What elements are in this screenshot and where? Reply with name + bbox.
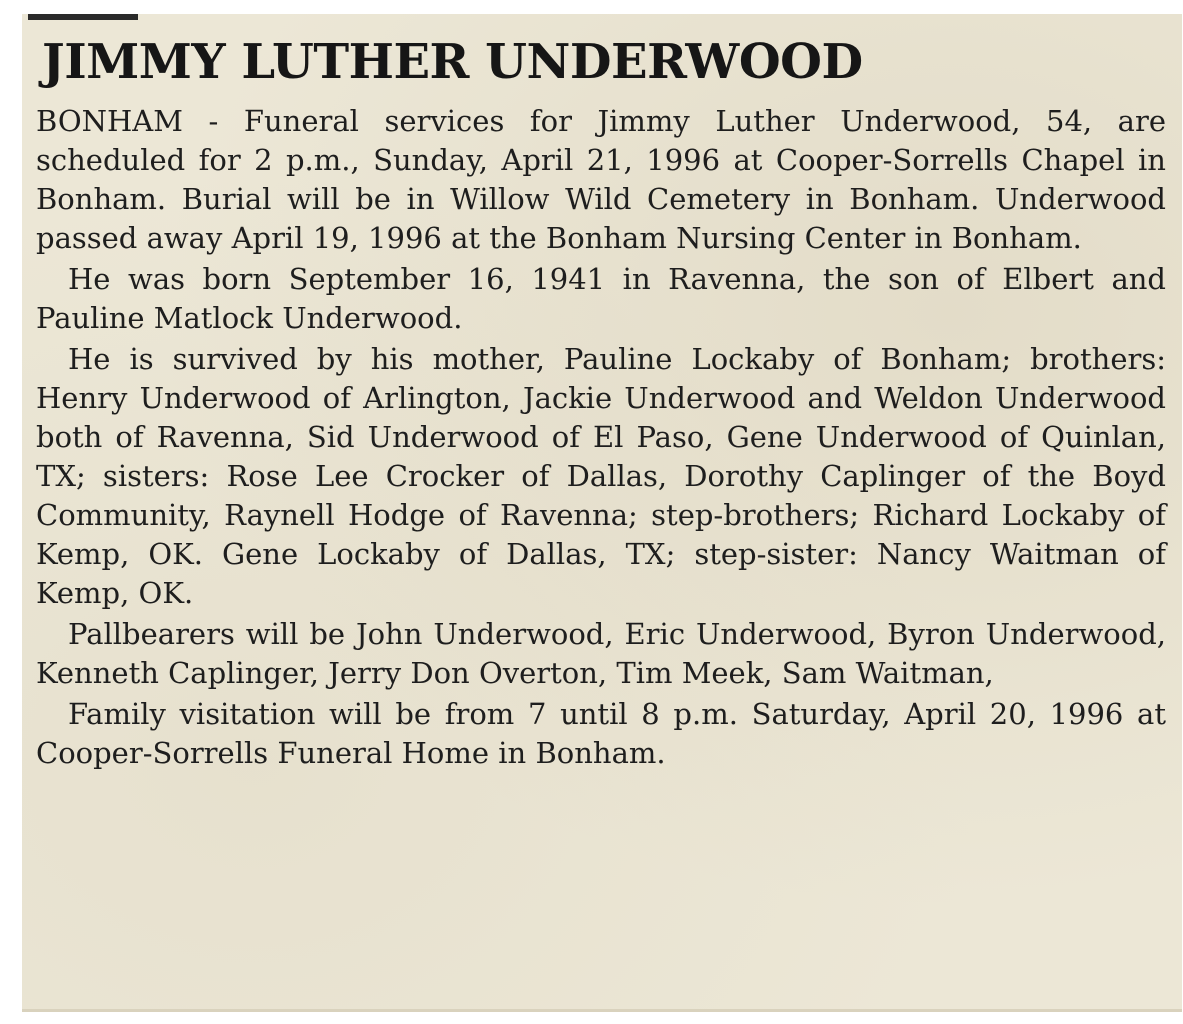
clipping-edge [22, 1009, 1182, 1012]
paragraph-visitation: Family visitation will be from 7 until 8 p.m. Saturday, April 20, 1996 at Cooper-Sorrells Funeral Home in Bonham. [36, 697, 1166, 770]
paragraph-survivors: He is survived by his mother, Pauline Lockaby of Bonham; brothers: Henry Underwood of Arlington, Jackie Underwood and Weldon Underwood both of Ravenna, Sid Underwood of El Paso, Gene Underwood of Quinlan, TX; sisters: Rose Lee Crocker of Dallas, Dorothy Caplinger of the Boyd Community, Raynell Hodge of Ravenna; step-brothers; Richard Lockaby of Kemp, OK. Gene Lockaby of Dallas, TX; step-sister: Nancy Waitman of Kemp, OK. [36, 342, 1166, 610]
paragraph-services: BONHAM - Funeral services for Jimmy Luther Underwood, 54, are scheduled for 2 p.m., Sunday, April 21, 1996 at Cooper-Sorrells Chapel in Bonham. Burial will be in Willow Wild Cemetery in Bonham. Underwood passed away April 19, 1996 at the Bonham Nursing Center in Bonham. [36, 104, 1166, 255]
paragraph-pallbearers: Pallbearers will be John Underwood, Eric Underwood, Byron Underwood, Kenneth Caplinger, Jerry Don Overton, Tim Meek, Sam Waitman, [36, 617, 1166, 690]
paragraph-birth: He was born September 16, 1941 in Ravenna, the son of Elbert and Pauline Matlock Underwood. [36, 262, 1166, 335]
obituary-body [36, 102, 1166, 775]
obituary-headline: JIMMY LUTHER UNDERWOOD [42, 34, 863, 90]
newspaper-clipping [22, 14, 1182, 1012]
